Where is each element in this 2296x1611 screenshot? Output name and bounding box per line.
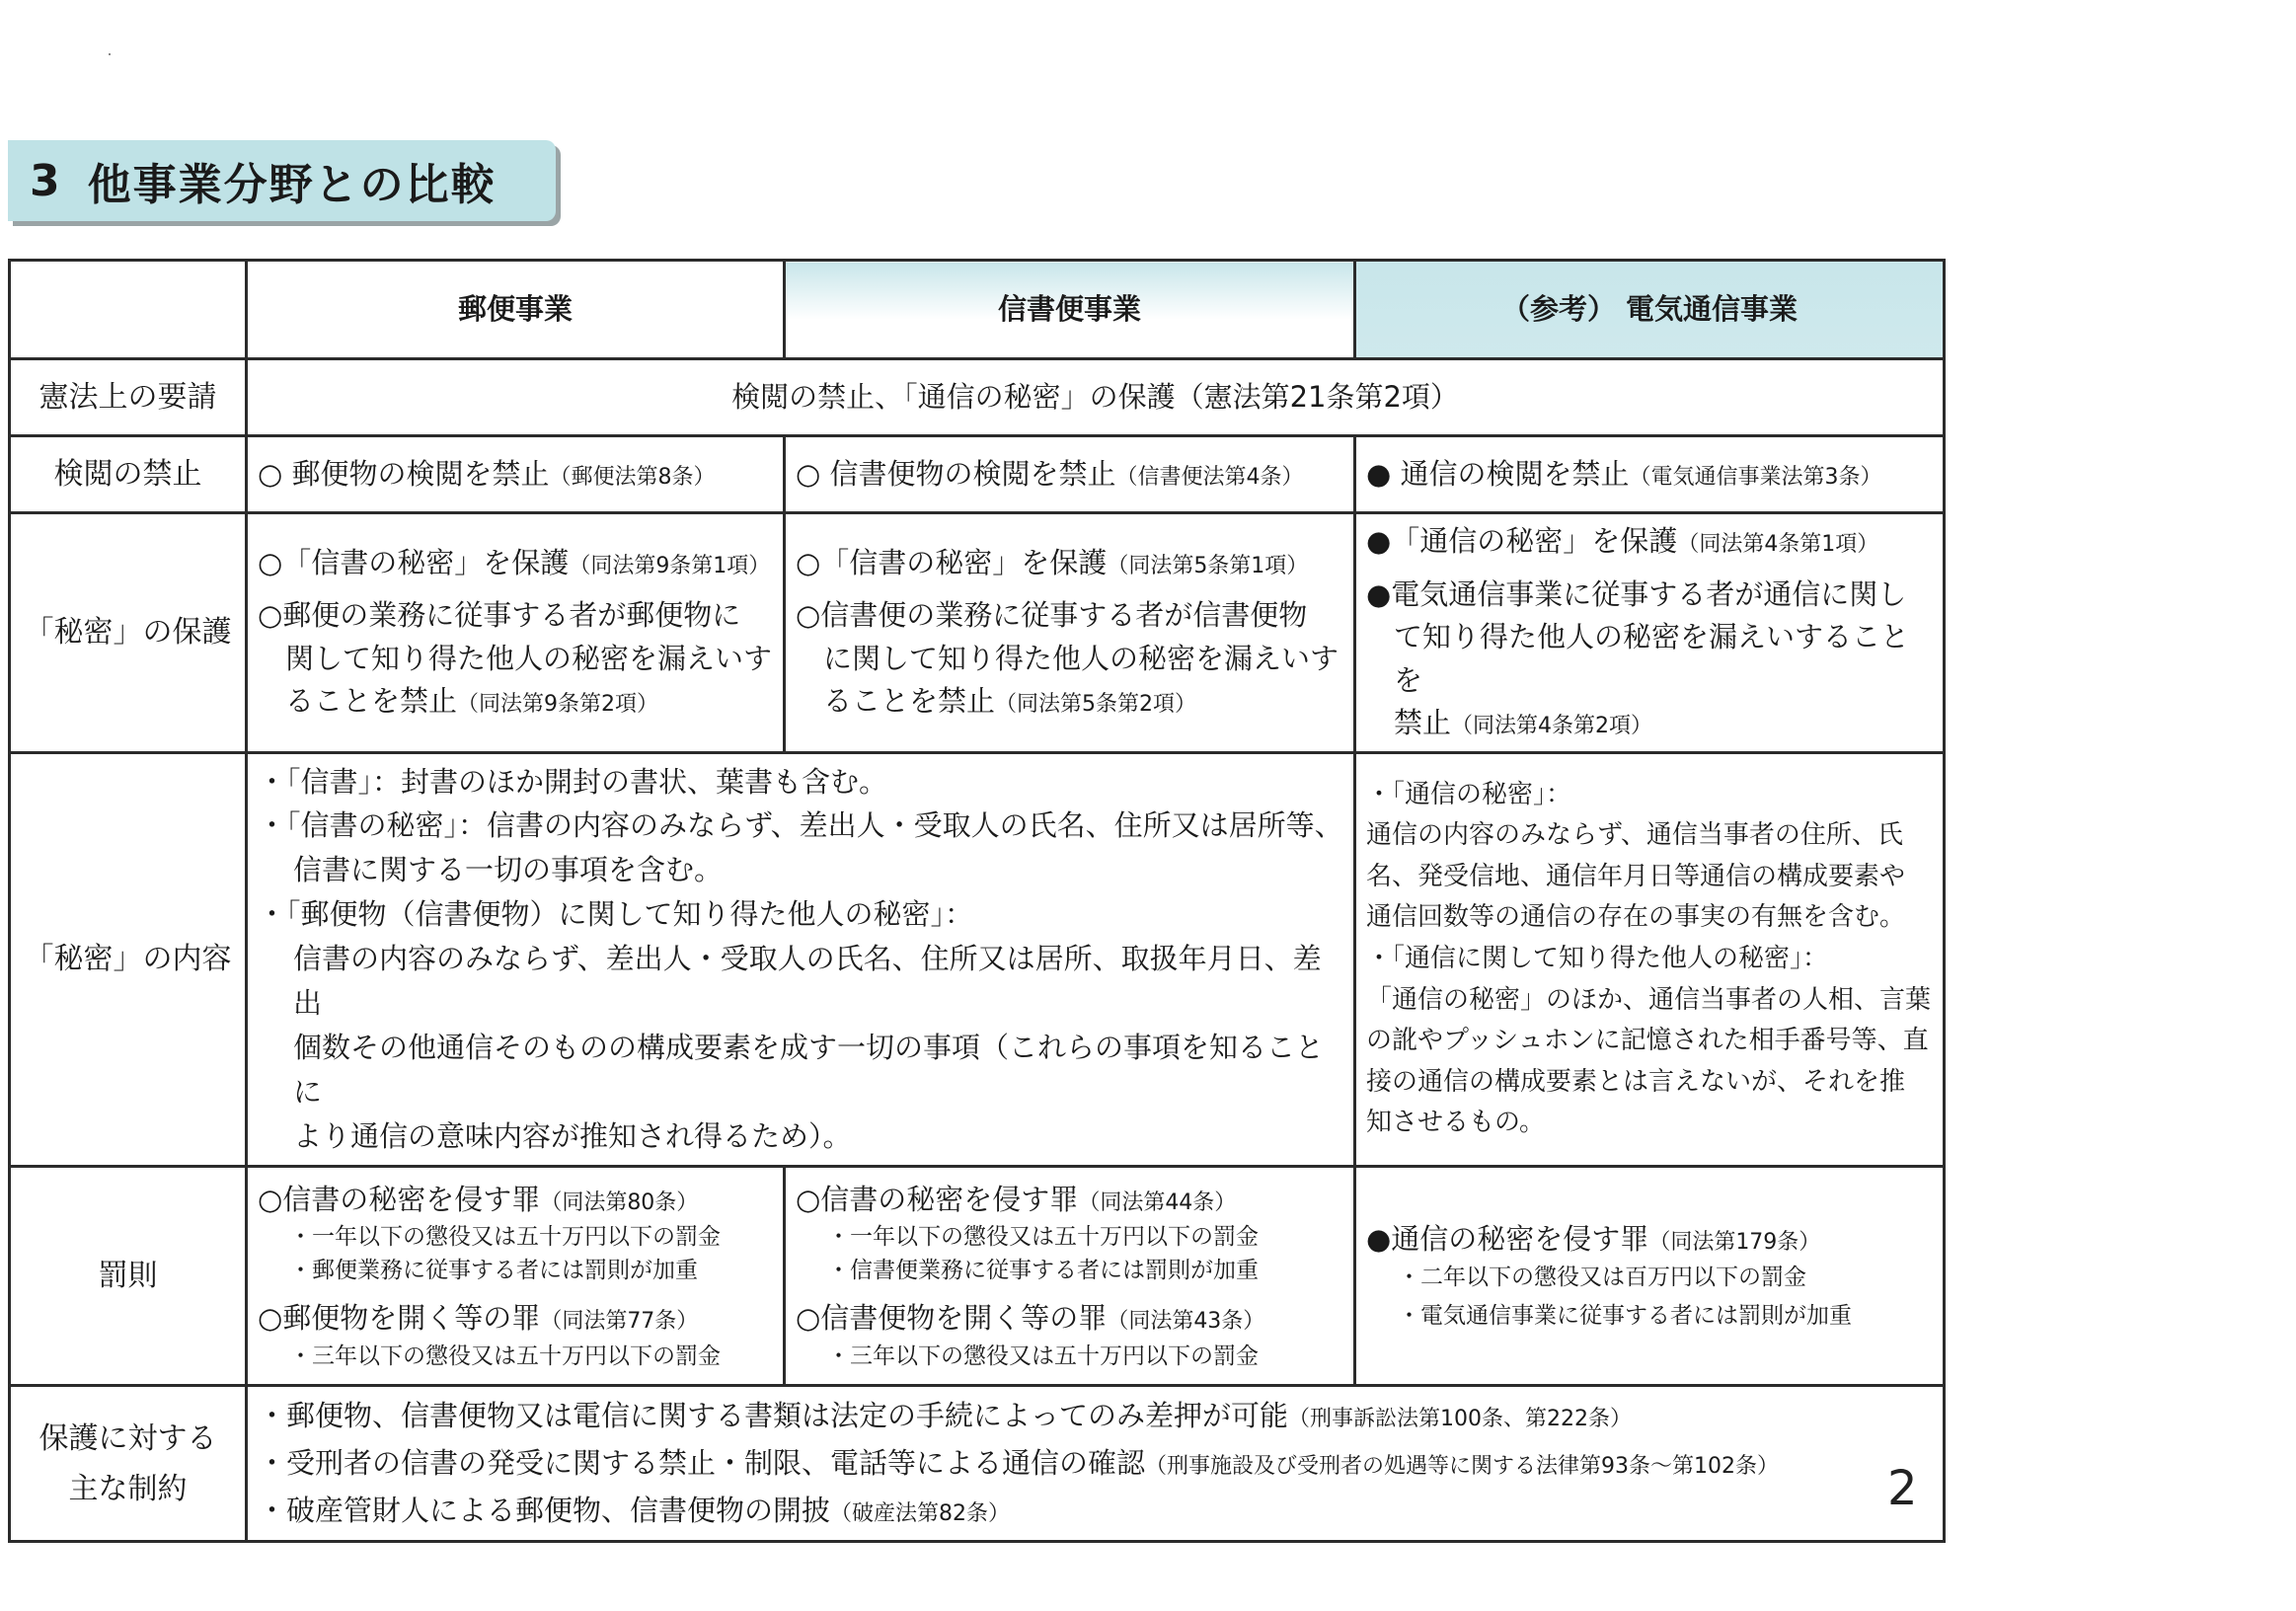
seiyaku-cell: [247, 1385, 1945, 1542]
seiyaku-i1-ref: （刑事訴訟法第100条、第222条）: [1288, 1406, 1632, 1431]
bassoku-denki-h1-ref: （同法第179条）: [1648, 1230, 1821, 1256]
hogo-shinsho-p2-l1: ○信書便の業務に従事する者が信書便物: [796, 598, 1308, 633]
seiyaku-i2: ・受刑者の信書の発受に関する禁止・制限、電話等による通信の確認: [258, 1445, 1146, 1480]
header-row: [10, 261, 1945, 359]
naiyo-left-l7: より通信の意味内容が推知され得るため）。: [293, 1119, 852, 1153]
kenpo-merged-cell: 検閲の禁止、「通信の秘密」の保護（憲法第21条第2項）: [247, 359, 1945, 436]
row-label-kenpo: 憲法上の要請: [10, 359, 247, 436]
col-header-yubin: 郵便事業: [247, 261, 785, 359]
naiyo-right-l1: ・「通信の秘密」：: [1366, 779, 1572, 809]
bassoku-denki-s2: ・電気通信事業に従事する者には罰則が加重: [1398, 1303, 1852, 1330]
kenetsu-shinsho: [785, 436, 1355, 513]
naiyo-left-l4: ・「郵便物（信書便物）に関して知り得た他人の秘密」：: [258, 897, 974, 932]
naiyo-left-l3: 信書に関する一切の事項を含む。: [293, 853, 724, 887]
bassoku-denki: [1355, 1166, 1945, 1385]
hogo-denki-p2-l2: て知り得た他人の秘密を漏えいすることを: [1394, 620, 1910, 697]
naiyo-right-l8: 接の通信の構成要素とは言えないが、それを推: [1366, 1066, 1906, 1097]
bassoku-yubin-h1: ○信書の秘密を侵す罪: [258, 1182, 541, 1216]
hogo-yubin-p2-l1: ○郵便の業務に従事する者が郵便物に: [258, 598, 741, 633]
naiyo-left-l1: ・「信書」：封書のほか開封の書状、葉書も含む。: [258, 764, 888, 799]
corner-cell: [10, 261, 247, 359]
kenetsu-yubin-text: ○ 郵便物の検閲を禁止: [258, 456, 550, 491]
section-heading: [8, 140, 556, 221]
naiyo-right-l9: 知させるもの。: [1366, 1108, 1545, 1138]
naiyo-left-l2: ・「信書の秘密」：信書の内容のみならず、差出人・受取人の氏名、住所又は居所等、: [258, 808, 1343, 843]
row-kenpo: [10, 359, 1945, 436]
bassoku-shinsho-s2: ・信書便業務に従事する者には罰則が加重: [827, 1257, 1259, 1283]
naiyo-left-l5: 信書の内容のみならず、差出人・受取人の氏名、住所又は居所、取扱年月日、差出: [293, 942, 1322, 1021]
bassoku-yubin-s2: ・郵便業務に従事する者には罰則が加重: [289, 1257, 698, 1283]
kenetsu-denki: [1355, 436, 1945, 513]
col-header-shinsho: 信書便事業: [785, 261, 1355, 359]
hogo-shinsho-p2-ref: （同法第5条第2項）: [995, 692, 1197, 718]
page-number: 2: [1887, 1461, 1918, 1516]
hogo-yubin: [247, 513, 785, 753]
section-title: 他事業分野との比較: [87, 160, 497, 210]
kenetsu-denki-ref: （電気通信事業法第3条）: [1629, 464, 1882, 490]
hogo-denki-p1-ref: （同法第4条第1項）: [1677, 532, 1879, 557]
hogo-denki-p2-l1: ●電気通信事業に従事する者が通信に関し: [1366, 576, 1907, 611]
row-seiyaku: [10, 1385, 1945, 1542]
bassoku-denki-s1: ・二年以下の懲役又は百万円以下の罰金: [1398, 1264, 1806, 1290]
naiyo-right-l5: ・「通信に関して知り得た他人の秘密」：: [1366, 943, 1829, 973]
row-kenetsu: [10, 436, 1945, 513]
row-label-bassoku: 罰則: [10, 1166, 247, 1385]
bassoku-shinsho-h1-ref: （同法第44条）: [1078, 1189, 1237, 1215]
hogo-denki-p1: ●「通信の秘密」を保護: [1366, 524, 1678, 558]
hogo-shinsho-p2-l2: に関して知り得た他人の秘密を漏えいす: [823, 641, 1339, 675]
hogo-denki-p2-l3: 禁止: [1394, 706, 1452, 739]
bassoku-shinsho-s3: ・三年以下の懲役又は五十万円以下の罰金: [827, 1342, 1259, 1369]
naiyo-right: [1355, 752, 1945, 1166]
bassoku-shinsho-h1: ○信書の秘密を侵す罪: [796, 1182, 1079, 1216]
bassoku-yubin-h2: ○郵便物を開く等の罪: [258, 1301, 541, 1336]
seiyaku-i2-ref: （刑事施設及び受刑者の処遇等に関する法律第93条～第102条）: [1145, 1453, 1780, 1479]
row-himitsu-hogo: [10, 513, 1945, 753]
bassoku-yubin-s3: ・三年以下の懲役又は五十万円以下の罰金: [289, 1342, 721, 1369]
row-label-seiyaku: [10, 1385, 247, 1542]
comparison-table: [8, 259, 1946, 1543]
hogo-denki: [1355, 513, 1945, 753]
hogo-yubin-p2-l2: 関して知り得た他人の秘密を漏えいす: [285, 641, 773, 675]
naiyo-right-l6: 「通信の秘密」のほか、通信当事者の人相、言葉: [1366, 984, 1932, 1015]
kenetsu-yubin-ref: （郵便法第8条）: [549, 464, 716, 490]
bassoku-yubin-h1-ref: （同法第80条）: [540, 1189, 699, 1215]
bassoku-shinsho-h2-ref: （同法第43条）: [1107, 1309, 1265, 1335]
seiyaku-label-l2: 主な制約: [68, 1471, 188, 1506]
kenetsu-denki-text: ● 通信の検閲を禁止: [1366, 456, 1630, 491]
hogo-denki-p2-ref: （同法第4条第2項）: [1451, 714, 1653, 738]
bassoku-shinsho: [785, 1166, 1355, 1385]
col-header-denki: （参考） 電気通信事業: [1355, 261, 1945, 359]
hogo-shinsho: [785, 513, 1355, 753]
bassoku-shinsho-h2: ○信書便物を開く等の罪: [796, 1301, 1108, 1336]
row-bassoku: [10, 1166, 1945, 1385]
bassoku-yubin-h2-ref: （同法第77条）: [540, 1309, 699, 1335]
hogo-shinsho-p1: ○「信書の秘密」を保護: [796, 545, 1108, 579]
bassoku-shinsho-s1: ・一年以下の懲役又は五十万円以下の罰金: [827, 1224, 1259, 1251]
row-label-himitsu-naiyo: 「秘密」の内容: [10, 752, 247, 1166]
seiyaku-i1: ・郵便物、信書便物又は電信に関する書類は法定の手続によってのみ差押が可能: [258, 1398, 1289, 1432]
kenetsu-shinsho-ref: （信書便法第4条）: [1115, 464, 1304, 490]
naiyo-right-l2: 通信の内容のみならず、通信当事者の住所、氏: [1366, 820, 1903, 851]
hogo-yubin-p1-ref: （同法第9条第1項）: [569, 553, 771, 578]
seiyaku-label-l1: 保護に対する: [38, 1420, 217, 1456]
naiyo-right-l4: 通信回数等の通信の存在の事実の有無を含む。: [1366, 902, 1906, 933]
scan-speck: [109, 53, 111, 55]
seiyaku-i3-ref: （破産法第82条）: [830, 1500, 1011, 1526]
row-label-himitsu-hogo: 「秘密」の保護: [10, 513, 247, 753]
naiyo-left: [247, 752, 1355, 1166]
kenetsu-shinsho-text: ○ 信書便物の検閲を禁止: [796, 456, 1116, 491]
section-number: 3: [30, 155, 62, 206]
kenetsu-yubin: [247, 436, 785, 513]
hogo-shinsho-p1-ref: （同法第5条第1項）: [1107, 553, 1309, 578]
bassoku-denki-h1: ●通信の秘密を侵す罪: [1366, 1222, 1649, 1257]
hogo-yubin-p2-ref: （同法第9条第2項）: [457, 692, 659, 718]
hogo-yubin-p1: ○「信書の秘密」を保護: [258, 545, 570, 579]
row-himitsu-naiyo: [10, 752, 1945, 1166]
hogo-shinsho-p2-l3: ることを禁止: [823, 684, 996, 719]
naiyo-left-l6: 個数その他通信そのものの構成要素を成す一切の事項（これらの事項を知ることに: [293, 1031, 1325, 1110]
bassoku-yubin-s1: ・一年以下の懲役又は五十万円以下の罰金: [289, 1224, 721, 1251]
seiyaku-i3: ・破産管財人による郵便物、信書便物の開披: [258, 1493, 831, 1527]
naiyo-right-l7: の訛やプッシュホンに記憶された相手番号等、直: [1366, 1026, 1929, 1056]
row-label-kenetsu: 検閲の禁止: [10, 436, 247, 513]
bassoku-yubin: [247, 1166, 785, 1385]
hogo-yubin-p2-l3: ることを禁止: [285, 684, 458, 719]
naiyo-right-l3: 名、発受信地、通信年月日等通信の構成要素や: [1366, 861, 1906, 891]
